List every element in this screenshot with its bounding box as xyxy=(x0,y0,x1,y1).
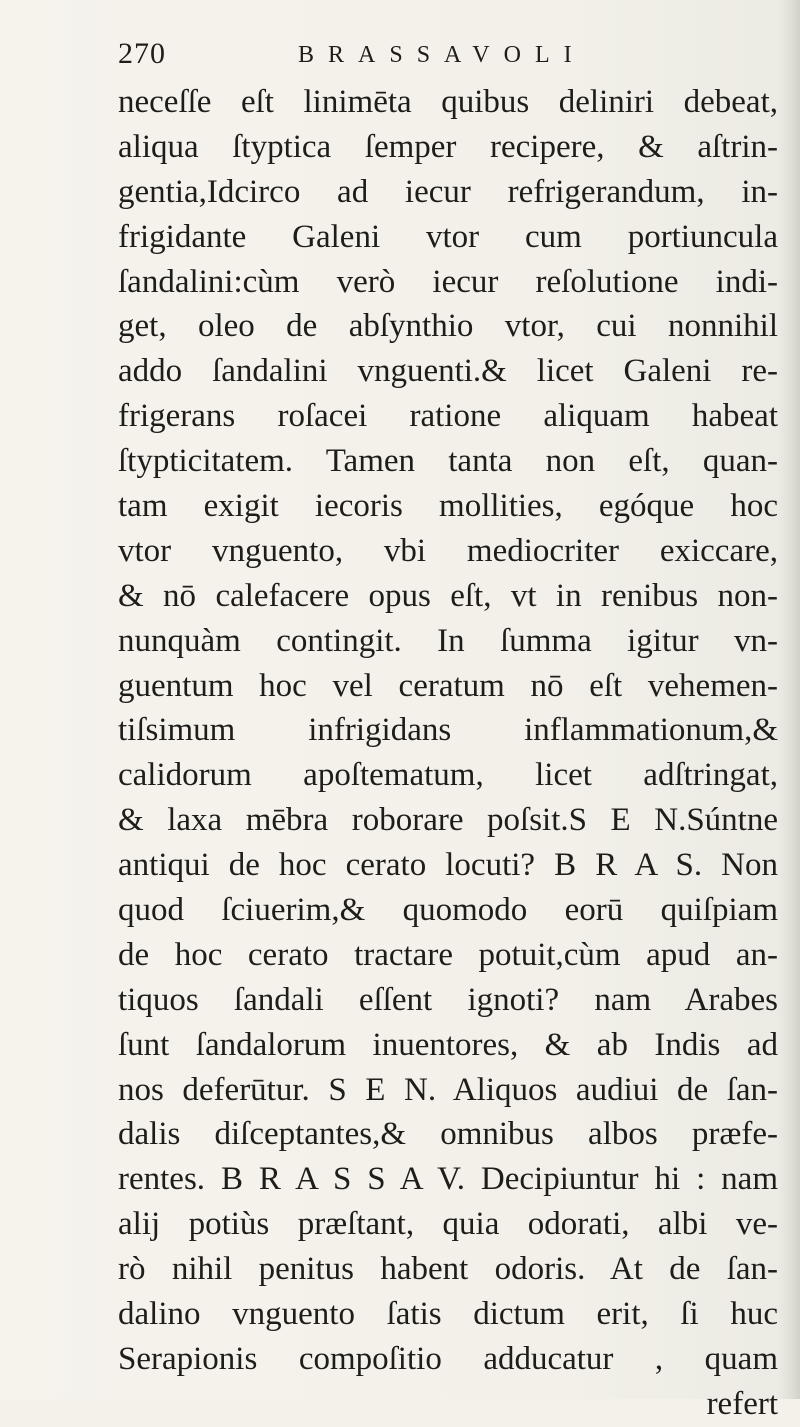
text-line: Serapionis compoſitio adducatur , quam xyxy=(118,1340,778,1377)
text-line: alij potiùs præſtant, quia odorati, albi ve- xyxy=(118,1206,778,1243)
page-edge-shadow xyxy=(778,0,800,1399)
body-text xyxy=(118,80,778,1427)
text-line: ſunt ſandalorum inuentores, & ab Indis ad xyxy=(118,1026,778,1063)
text-line: dalino vnguento ſatis dictum erit, ſi huc xyxy=(118,1296,778,1333)
text-line: nos deferūtur. S E N. Aliquos audiui de ſan- xyxy=(118,1071,778,1108)
text-line: tiquos ſandali eſſent ignoti? nam Arabes xyxy=(118,981,778,1018)
text-line: frigidante Galeni vtor cum portiuncula xyxy=(118,218,778,255)
text-line: addo ſandalini vnguenti.& licet Galeni re- xyxy=(118,353,778,390)
text-line: rò nihil penitus habent odoris. At de ſan- xyxy=(118,1251,778,1288)
text-line: frigerans roſacei ratione aliquam habeat xyxy=(118,398,778,435)
text-line: ſandalini:cùm verò iecur reſolutione indi- xyxy=(118,263,778,300)
text-line: calidorum apoſtematum, licet adſtringat, xyxy=(118,757,778,794)
text-line: vtor vnguento, vbi mediocriter exiccare, xyxy=(118,532,778,569)
text-line: rentes. B R A S S A V. Decipiuntur hi : nam xyxy=(118,1161,778,1198)
text-line: & nō calefacere opus eſt, vt in renibus non- xyxy=(118,577,778,614)
text-line: antiqui de hoc cerato locuti? B R A S. Non xyxy=(118,847,778,884)
text-line: gentia,Idcirco ad iecur refrigerandum, in- xyxy=(118,173,778,210)
text-line: quod ſciuerim,& quomodo eorū quiſpiam xyxy=(118,892,778,929)
text-line: neceſſe eſt linimēta quibus deliniri debeat, xyxy=(118,84,778,120)
text-line: tiſsimum infrigidans inflammationum,& xyxy=(118,712,778,749)
text-line: nunquàm contingit. In ſumma igitur vn- xyxy=(118,622,778,659)
text-line: & laxa mēbra roborare poſsit.S E N.Súntne xyxy=(118,802,778,839)
text-line: dalis diſceptantes,& omnibus albos præfe- xyxy=(118,1116,778,1153)
page-number: 270 xyxy=(118,37,166,70)
catchword: refert xyxy=(706,1385,778,1422)
running-head: BRASSAVOLI xyxy=(298,42,586,68)
text-line: tam exigit iecoris mollities, egóque hoc xyxy=(118,488,778,525)
text-line: aliqua ſtyptica ſemper recipere, & aſtrin- xyxy=(118,128,778,165)
text-line: guentum hoc vel ceratum nō eſt vehemen- xyxy=(118,667,778,704)
text-line: get, oleo de abſynthio vtor, cui nonnihil xyxy=(118,308,778,345)
page-header xyxy=(118,34,678,74)
text-line: ſtypticitatem. Tamen tanta non eſt, quan- xyxy=(118,443,778,480)
text-line: de hoc cerato tractare potuit,cùm apud an- xyxy=(118,936,778,973)
